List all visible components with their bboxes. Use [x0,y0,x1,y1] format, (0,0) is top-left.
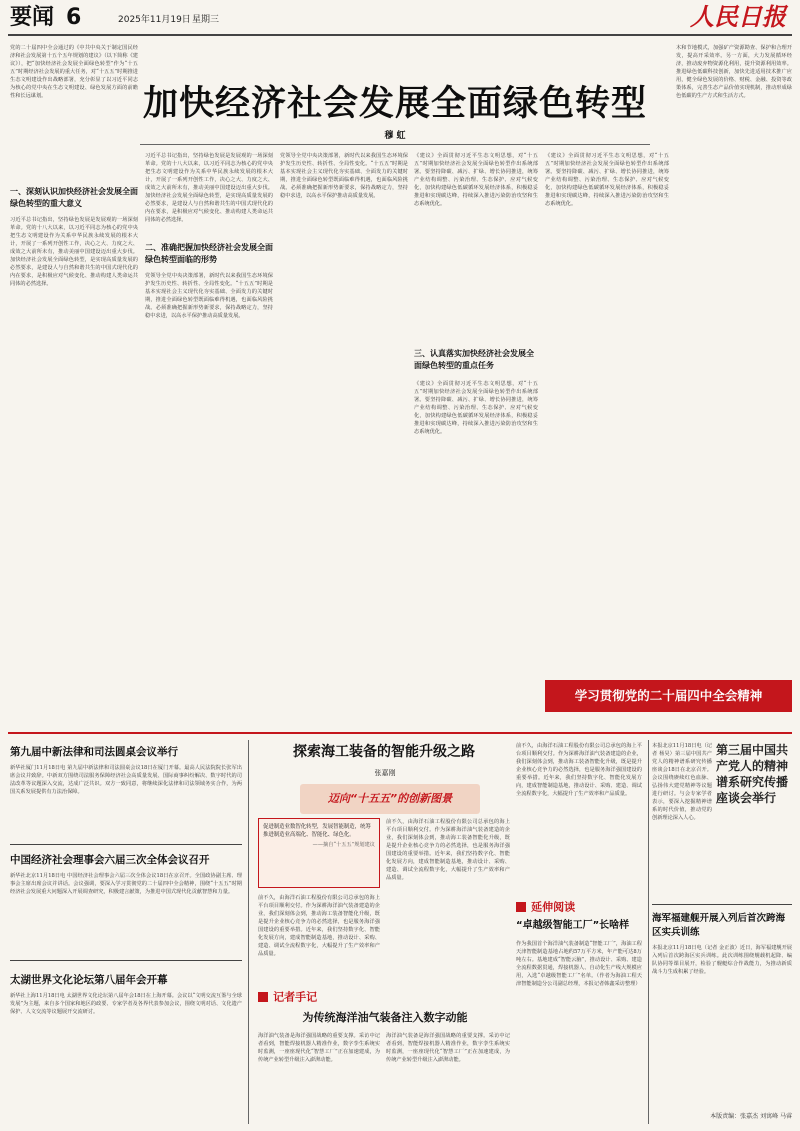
theme-banner [545,680,792,712]
story5-body: 本报北京11月18日电（记者 金正波）近日，海军福建舰开展入列后首次跨海区实兵训练。此次训练围绕舰载机起降、编队协同等课目展开，检验了舰艇综合作战能力，为推动新质战斗力生成积累了经验。 [652,945,792,975]
feature-title: 探索海工装备的智能升级之路 [293,744,475,760]
notes-body-col2: 海洋油气装备是海洋强国战略的重要支撑。采访中记者看到，智能焊接机器人精准作业，数字孪生系统实时监测，一座座现代化“智慧工厂”正在加速建成，为传统产业转型升级注入澎湃动能。 [386,1033,510,1063]
story-divider [652,904,792,905]
feature-body-col3: 前不久，由海洋石油工程股份有限公司总承包的海上平台项目顺利交付。作为深耕海洋油气装备建造的企业，我们深刻体会到，推动海工装备智能化升级，既是提升企业核心竞争力的必然选择，也是服务海洋强国建设的重要举措。近年来，我们坚持数字化、智能化发展方向，建成智能制造基地，推动设计、采购、建造、调试全流程数字化，大幅提升了生产效率和产品质量。 [516,743,642,797]
feature-quote-source: ——摘自“十五五”规划建议 [312,842,375,848]
notes-label-icon [258,992,268,1002]
issue-date: 2025年11月19日 [118,15,191,25]
extend-label [516,896,636,912]
section1-heading: 一、深刻认识加快经济社会发展全面绿色转型的重大意义 [10,187,138,208]
masthead [0,0,800,42]
story5-title: 海军福建舰开展入列后首次跨海区实兵训练 [652,913,786,938]
issue-weekday: 星期三 [192,15,220,25]
story4-title: 第三届中国共产党人的精神谱系研究传播座谈会举行 [716,743,789,805]
feature-quote: 促进制造业数智化转型，发展智能制造，统筹推进制造业高端化、智能化、绿色化。 [263,824,371,838]
feature-quote-box [258,818,380,888]
news2-body: 新华社北京11月18日电 中国经济社会理事会六届三次全体会议18日在京召开。全国政协副主席、理事会主席出席会议并讲话。会议强调，要深入学习贯彻党的二十届四中全会精神，围绕“十五五”时期经济社会发展重大问题深入开展调查研究，积极建言献策，为推进中国式现代化贡献智慧和力量。 [10,873,242,895]
theme-banner-text: 学习贯彻党的二十届四中全会精神 [574,688,763,703]
main-intro: 党的二十届四中全会通过的《中共中央关于制定国民经济和社会发展第十五个五年规划的建议》（以下简称《建议》），把“加快经济社会发展全面绿色转型”作为“十五五”时期经济社会发展的重大任务，对“十五五”时期推进生态文明建设作出战略部署，充分彰显了以习近平同志为核心的党中央在生态文明建设、绿色发展方面的前瞻性和长远谋划。 [10,45,138,99]
news1-title: 第九届中新法律和司法圆桌会议举行 [10,746,178,758]
notes-label-text: 记者手记 [273,990,318,1004]
editor-credit: 本版责编：张嘉杰 刘寓峰 马睿 [710,1113,792,1120]
main-title: 加快经济社会发展全面绿色转型 [142,84,647,124]
section-name: 要闻 [10,5,55,30]
feature-author: 张嘉刚 [374,769,396,777]
news2-title: 中国经济社会理事会六届三次全体会议召开 [10,854,210,866]
vertical-divider-2 [648,740,649,1124]
news-divider-2 [10,960,242,961]
story4-body: 本报北京11月18日电（记者 杨昊）第三届中国共产党人的精神谱系研究传播座谈会18日在北京召开。会议围绕赓续红色血脉、弘扬伟大建党精神等议题进行研讨。与会专家学者表示，要深入挖掘精神谱系的时代价值，推动党的创新理论深入人心。 [652,743,712,821]
vertical-divider-1 [248,740,249,1124]
column2-body: 习近平总书记指出，坚持绿色发展是发展观的一场深刻革命。党的十八大以来，以习近平同志为核心的党中央把生态文明建设作为关系中华民族永续发展的根本大计，开展了一系列开创性工作，决心之大、力度之大、成效之大前所未有，推动美丽中国建设迈出重大步伐。加快经济社会发展全面绿色转型，是实现高质量发展的必然要求，是建设人与自然和谐共生的中国式现代化的内在要求，是积极应对气候变化、推动构建人类命运共同体的必然选择。 [145,153,273,223]
column5-body: 《建议》全面贯彻习近平生态文明思想，对“十五五”时期加快经济社会发展全面绿色转型作出系统部署。要坚持降碳、减污、扩绿、增长协同推进，统筹产业结构调整、污染治理、生态保护、应对气候变化，加快构建绿色低碳循环发展经济体系，积极稳妥推进和实现碳达峰，持续深入推进污染防治攻坚和生态系统优化。 [545,153,669,207]
newspaper-logo: 人民日报 [690,2,786,31]
news3-body: 新华社上海11月18日电 太湖世界文化论坛第八届年会18日在上海开幕。会议以“文明交流互鉴与全球发展”为主题，来自多个国家和地区的政要、专家学者及各界代表参加会议，围绕文明对话、文化遗产保护、人文交流等议题展开交流研讨。 [10,993,242,1015]
notes-label [258,986,378,1002]
section-divider [8,732,792,734]
extend-label-text: 延伸阅读 [531,900,576,914]
feature-body-col1: 前不久，由海洋石油工程股份有限公司总承包的海上平台项目顺利交付。作为深耕海洋油气装备建造的企业，我们深刻体会到，推动海工装备智能化升级，既是提升企业核心竞争力的必然选择，也是服务海洋强国建设的重要举措。近年来，我们坚持数字化、智能化发展方向，建成智能制造基地，推动设计、采购、建造、调试全流程数字化，大幅提升了生产效率和产品质量。 [258,895,380,957]
section2-body: 党领导全党中央决策部署，新时代以来我国生态环境保护发生历史性、转折性、全局性变化。“十五五”时期是基本实现社会主义现代化夯实基础、全面发力的关键时期，推进全面绿色转型既面临难得机遇，也面临风险挑战。必须准确把握新形势新要求，保持战略定力，坚持稳中求进，以高水平保护推动高质量发展。 [145,273,273,319]
title-underline [140,144,650,145]
section3-body: 《建议》全面贯彻习近平生态文明思想，对“十五五”时期加快经济社会发展全面绿色转型作出系统部署。要坚持降碳、减污、扩绿、增长协同推进，统筹产业结构调整、污染治理、生态保护、应对气候变化，加快构建绿色低碳循环发展经济体系，积极稳妥推进和实现碳达峰，持续深入推进污染防治攻坚和生态系统优化。 [414,381,538,435]
feature-body-col2: 前不久，由海洋石油工程股份有限公司总承包的海上平台项目顺利交付。作为深耕海洋油气装备建造的企业，我们深刻体会到，推动海工装备智能化升级，既是提升企业核心竞争力的必然选择，也是服务海洋强国建设的重要举措。近年来，我们坚持数字化、智能化发展方向，建成智能制造基地，推动设计、采购、建造、调试全流程数字化，大幅提升了生产效率和产品质量。 [386,819,510,881]
news-divider-1 [10,844,242,845]
feature-badge [300,784,480,814]
section1-body: 习近平总书记指出，坚持绿色发展是发展观的一场深刻革命。党的十八大以来，以习近平同志为核心的党中央把生态文明建设作为关系中华民族永续发展的根本大计，开展了一系列开创性工作，决心之大、力度之大、成效之大前所未有，推动美丽中国建设迈出重大步伐。加快经济社会发展全面绿色转型，是实现高质量发展的必然要求，是建设人与自然和谐共生的中国式现代化的内在要求，是积极应对气候变化、推动构建人类命运共同体的必然选择。 [10,217,138,287]
side-note: 木和节地模式，加强矿产资源勘查、保护和合理开发，提高开采效率。另一方面，大力发展循环经济，推动废弃物资源化利用，提升资源利用效率。推进绿色低碳科技创新，加快先进适用技术推广应用，健全绿色发展的价格、财税、金融、投资等政策体系，完善生态产品价值实现机制，推动形成绿色低碳的生产方式和生活方式。 [676,45,792,99]
masthead-rule [8,34,792,36]
extend-title: “卓越级智能工厂”长啥样 [516,920,630,931]
notes-title: 为传统海洋油气装备注入数字动能 [302,1011,468,1024]
main-author: 穆 虹 [384,131,406,141]
news1-body: 新华社厦门11月18日电 第九届中新法律和司法圆桌会议18日在厦门开幕。最高人民法院院长张军出席会议并致辞。中新双方围绕司法服务保障经济社会高质量发展、国际商事纠纷解决、数字时代的司法改革等议题深入交流，达成广泛共识。双方一致同意，将继续深化法律和司法领域务实合作，为两国关系发展提供有力法治保障。 [10,765,242,795]
feature-badge-text: 迈向“十五五”的创新图景 [327,792,453,805]
extend-label-icon [516,902,526,912]
notes-body-col1: 海洋油气装备是海洋强国战略的重要支撑。采访中记者看到，智能焊接机器人精准作业，数字孪生系统实时监测，一座座现代化“智慧工厂”正在加速建成，为传统产业转型升级注入澎湃动能。 [258,1033,380,1063]
section2-heading: 二、准确把握加快经济社会发展全面绿色转型面临的形势 [145,243,273,264]
column3-body: 党领导全党中央决策部署，新时代以来我国生态环境保护发生历史性、转折性、全局性变化。“十五五”时期是基本实现社会主义现代化夯实基础、全面发力的关键时期，推进全面绿色转型既面临难得机遇，也面临风险挑战。必须准确把握新形势新要求，保持战略定力，坚持稳中求进，以高水平保护推动高质量发展。 [280,153,408,199]
page-number: 6 [66,5,82,30]
column4-top-body: 《建议》全面贯彻习近平生态文明思想，对“十五五”时期加快经济社会发展全面绿色转型作出系统部署。要坚持降碳、减污、扩绿、增长协同推进，统筹产业结构调整、污染治理、生态保护、应对气候变化，加快构建绿色低碳循环发展经济体系，积极稳妥推进和实现碳达峰，持续深入推进污染防治攻坚和生态系统优化。 [414,153,538,207]
section3-heading: 三、认真落实加快经济社会发展全面绿色转型的重点任务 [414,349,534,370]
news3-title: 太湖世界文化论坛第八届年会开幕 [10,974,168,986]
extend-body: 作为我国首个海洋油气装备制造“智能工厂”，海油工程天津智能制造基地占地约57万平方米，年产能可达8万吨左右。基地建成“智能云脑”，推动设计、采购、建造全流程数据贯通，焊接机器人、自动化生产线大规模应用，入选“卓越级智能工厂”名单。（作者为海油工程天津智能制造分公司副总经理，本报记者韩鑫采访整理） [516,941,642,987]
